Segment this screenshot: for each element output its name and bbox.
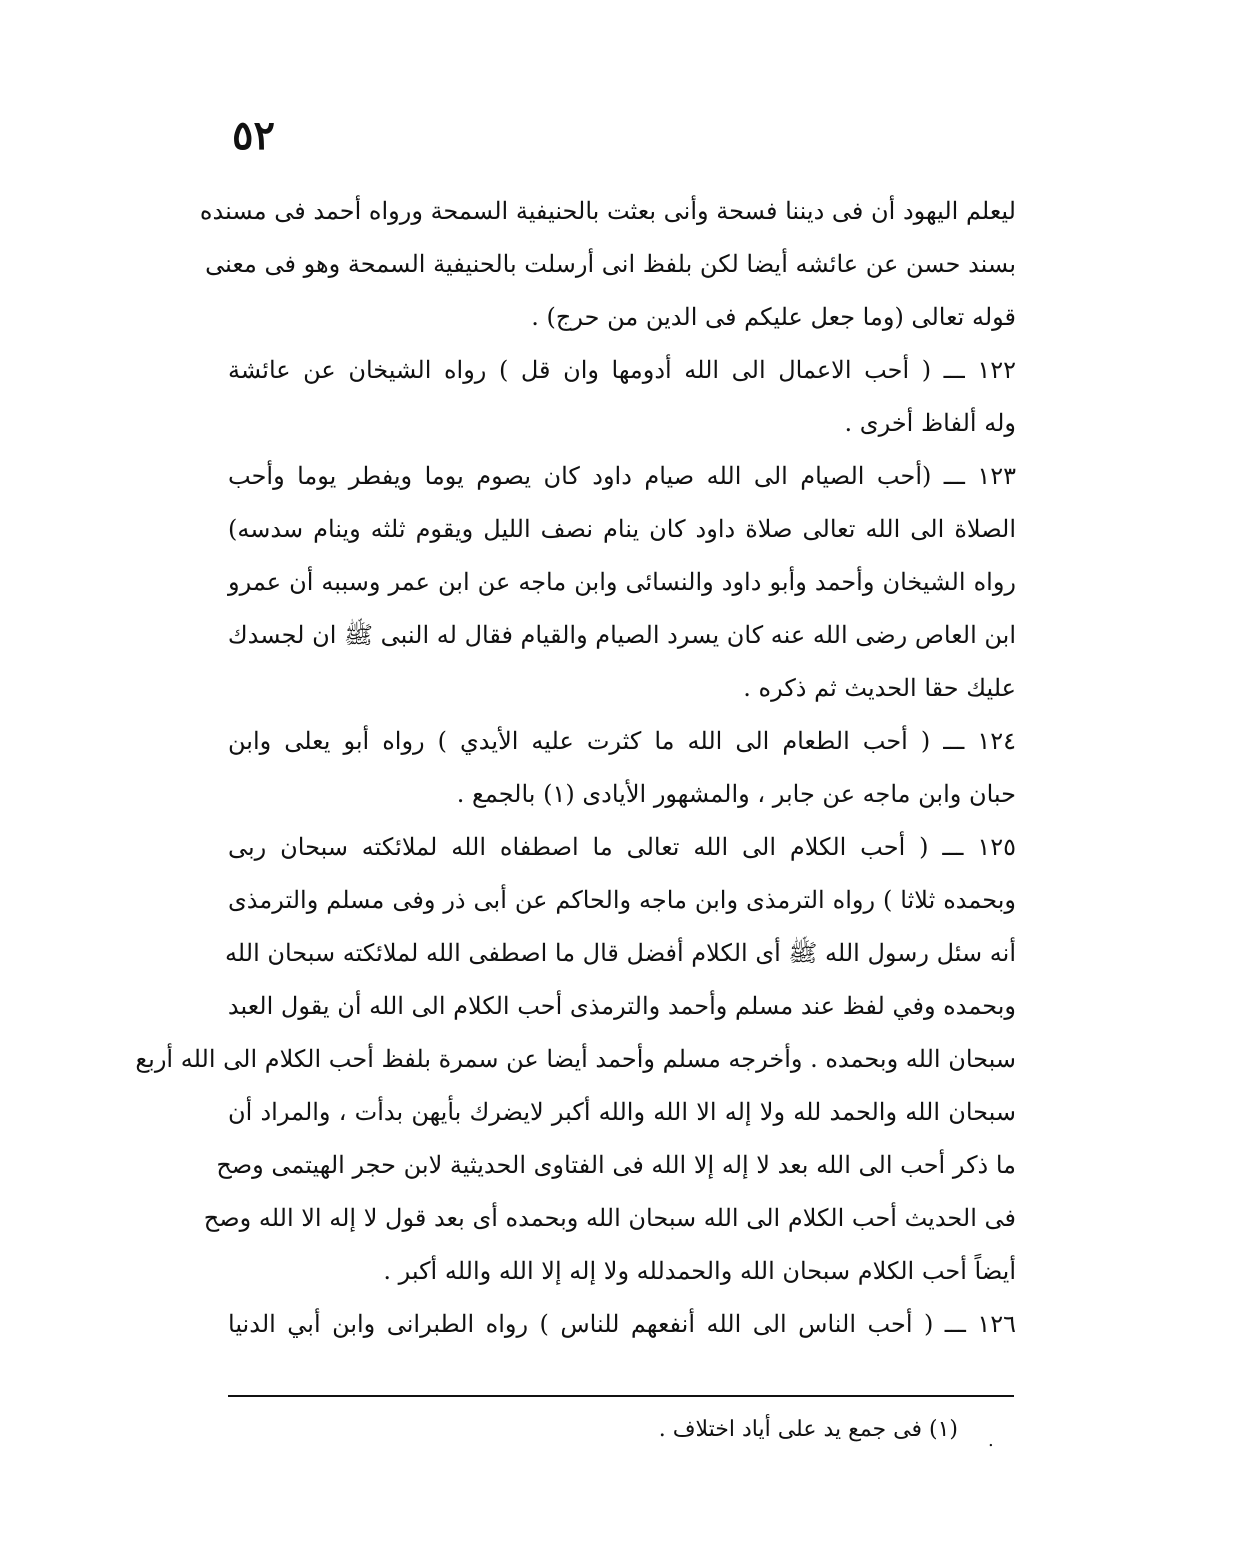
text-line: ما ذكر أحب الى الله بعد لا إله إلا الله فى الفتاوى الحديثية لابن حجر الهيتمى وصح — [216, 1151, 1016, 1179]
text-line: ليعلم اليهود أن فى ديننا فسحة وأنى بعثت بالحنيفية السمحة ورواه أحمد فى مسنده — [199, 197, 1016, 225]
text-line: سبحان الله وبحمده . وأخرجه مسلم وأحمد أيضا عن سمرة بلفظ أحب الكلام الى الله أربع — [135, 1045, 1016, 1073]
text-line: ابن العاص رضى الله عنه كان يسرد الصيام والقيام فقال له النبى ﷺ ان لجسدك — [227, 621, 1016, 649]
footnote: (١) فى جمع يد على أياد اختلاف . — [658, 1417, 958, 1442]
text-line: قوله تعالى (وما جعل عليكم فى الدين من حرج) . — [531, 303, 1016, 331]
stray-mark: . — [988, 1430, 994, 1451]
text-line: بسند حسن عن عائشه أيضا لكن بلفظ انى أرسلت بالحنيفية السمحة وهو فى معنى — [205, 250, 1016, 278]
text-line: وله ألفاظ أخرى . — [844, 409, 1016, 437]
text-line: وبحمده ثلاثا ) رواه الترمذى وابن ماجه والحاكم عن أبى ذر وفى مسلم والترمذى — [228, 886, 1017, 914]
text-line: الصلاة الى الله تعالى صلاة داود كان ينام نصف الليل ويقوم ثلثه وينام سدسه) — [228, 515, 1017, 543]
text-line: أيضاً أحب الكلام سبحان الله والحمدلله ولا إله إلا الله والله أكبر . — [383, 1257, 1016, 1285]
hadith-124-line: ١٢٤ ـــ ( أحب الطعام الى الله ما كثرت عليه الأيدي ) رواه أبو يعلى وابن — [228, 727, 1016, 755]
text-line: فى الحديث أحب الكلام الى الله سبحان الله وبحمده أى بعد قول لا إله الا الله وصح — [203, 1204, 1016, 1232]
text-line: عليك حقا الحديث ثم ذكره . — [743, 674, 1016, 702]
text-line: رواه الشيخان وأحمد وأبو داود والنسائى وابن ماجه عن ابن عمر وسببه أن عمرو — [228, 568, 1016, 596]
text-line: حبان وابن ماجه عن جابر ، والمشهور الأيادى (١) بالجمع . — [456, 780, 1016, 808]
hadith-123-line: ١٢٣ ـــ (أحب الصيام الى الله صيام داود كان يصوم يوما ويفطر يوما وأحب — [228, 462, 1016, 490]
text-line: أنه سئل رسول الله ﷺ أى الكلام أفضل قال ما اصطفى الله لملائكته سبحان الله — [224, 939, 1016, 967]
text-line: وبحمده وفي لفظ عند مسلم وأحمد والترمذى أحب الكلام الى الله أن يقول العبد — [227, 992, 1016, 1020]
body-text — [135, 185, 1017, 1351]
footnote-divider — [228, 1395, 1014, 1397]
hadith-122-line: ١٢٢ ـــ ( أحب الاعمال الى الله أدومها وان قل ) رواه الشيخان عن عائشة — [228, 356, 1016, 384]
hadith-126-line: ١٢٦ ـــ ( أحب الناس الى الله أنفعهم للناس ) رواه الطبرانى وابن أبي الدنيا — [228, 1310, 1016, 1338]
text-line: سبحان الله والحمد لله ولا إله الا الله والله أكبر لايضرك بأيهن بدأت ، والمراد أن — [228, 1098, 1016, 1126]
page-number: ٥٢ — [232, 112, 275, 159]
hadith-125-line: ١٢٥ ـــ ( أحب الكلام الى الله تعالى ما اصطفاه الله لملائكته سبحان ربى — [228, 833, 1016, 861]
